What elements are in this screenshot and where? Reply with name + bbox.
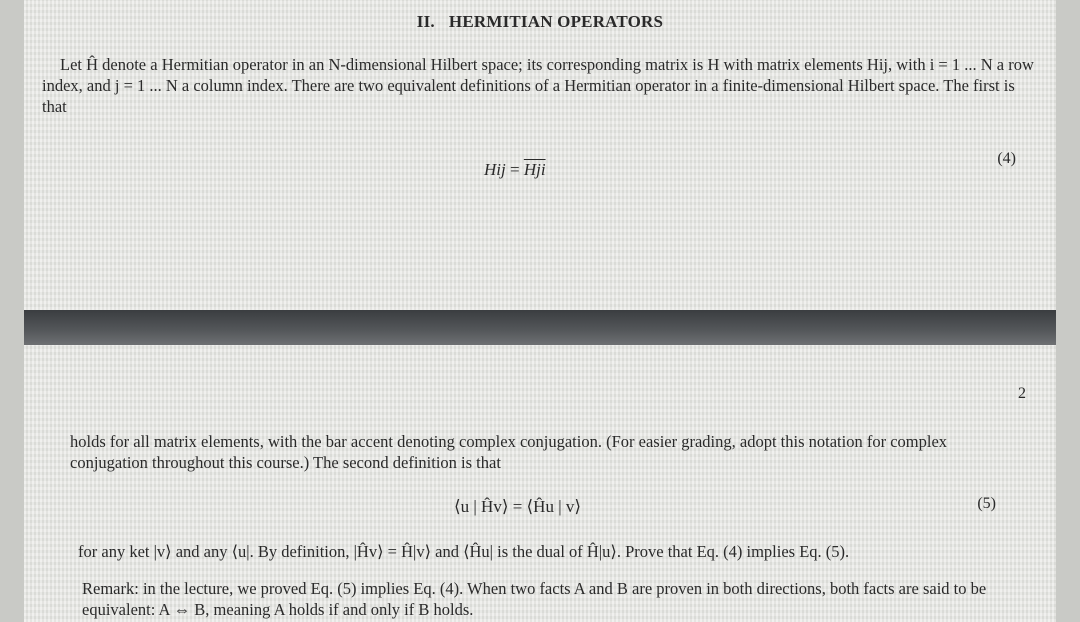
page-number: 2 <box>1018 385 1026 402</box>
equation-4-number: (4) <box>997 150 1016 167</box>
equation-4-lhs: Hij <box>484 160 506 179</box>
task-paragraph: for any ket |v⟩ and any ⟨u|. By definition, |Ĥv⟩ = Ĥ|v⟩ and ⟨Ĥu| is the dual of Ĥ|u⟩. Prove that Eq. (4) implies Eq. (5). <box>78 542 850 561</box>
equation-4 <box>484 160 546 180</box>
section-title: HERMITIAN OPERATORS <box>448 12 664 31</box>
section-heading <box>24 12 1056 32</box>
equation-5-number: (5) <box>977 495 996 512</box>
definition-paragraph: holds for all matrix elements, with the bar accent denoting complex conjugation. (For easier grading, adopt this notation for complex conjugation throughout this course.) The second definition is that <box>70 432 948 472</box>
equation-5: ⟨u | Ĥv⟩ = ⟨Ĥu | v⟩ <box>454 497 581 516</box>
page-gap-bar <box>24 310 1056 345</box>
section-number: II. <box>416 12 435 31</box>
lower-page-region <box>24 345 1056 622</box>
remark-paragraph: Remark: in the lecture, we proved Eq. (5) implies Eq. (4). When two facts A and B are proven in both directions, both facts are said to be equivalent: A ⇔ B, meaning A holds if and only if B holds. <box>82 579 987 619</box>
equation-4-rhs: $\overline{Hji}$ <box>523 160 546 179</box>
upper-page-region <box>24 0 1056 310</box>
equation-4-equals: = <box>509 160 520 179</box>
intro-paragraph: Let Ĥ denote a Hermitian operator in an N-dimensional Hilbert space; its corresponding matrix is H with matrix elements Hij, with i = 1 ... N a row index, and j = 1 ... N a column index. There are two equivalent definitions of a Hermitian operator in a finite-dimensional Hilbert space. The first is that <box>42 55 1034 116</box>
